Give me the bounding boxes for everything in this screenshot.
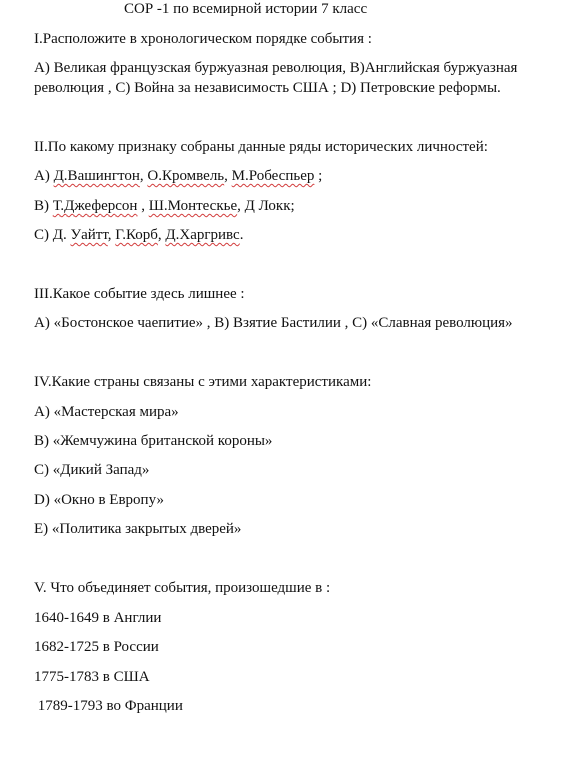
person-name: Т.Джеферсон — [52, 198, 138, 214]
question-5-item: 1640-1649 в Англии — [34, 610, 162, 626]
question-3-heading: III.Какое событие здесь лишнее : — [34, 286, 245, 302]
person-name: Г.Корб — [115, 227, 158, 243]
separator: , — [137, 198, 149, 214]
person-name: Уайтт — [70, 227, 108, 243]
separator: , — [107, 227, 116, 243]
person-name: Д.Харгривс — [165, 227, 240, 243]
question-3-line-1: A) «Бостонское чаепитие» , B) Взятие Бастилии , C) «Славная революция» — [34, 315, 513, 331]
separator: , — [139, 168, 148, 184]
question-5-item: 1775-1783 в США — [34, 669, 150, 685]
question-2-heading: II.По какому признаку собраны данные ряды исторических личностей: — [34, 139, 488, 155]
question-1-heading: I.Расположите в хронологическом порядке события : — [34, 31, 372, 47]
question-4-heading: IV.Какие страны связаны с этими характеристиками: — [34, 374, 372, 390]
question-4-item: E) «Политика закрытых дверей» — [34, 521, 242, 537]
document-title: СОР -1 по всемирной истории 7 класс — [124, 1, 368, 17]
separator: ; — [314, 168, 323, 184]
option-label: A) — [34, 168, 54, 184]
person-name: Ш.Монтескье — [148, 198, 238, 214]
person-name: О.Кромвель — [147, 168, 225, 184]
person-name: М.Робеспьер — [231, 168, 315, 184]
question-4-item: B) «Жемчужина британской короны» — [34, 433, 273, 449]
question-2-option-b — [34, 197, 295, 215]
person-name: Д.Вашингтон — [53, 168, 140, 184]
separator: . — [239, 227, 244, 243]
question-4-item: C) «Дикий Запад» — [34, 462, 150, 478]
question-5-item: 1789-1793 во Франции — [34, 698, 183, 714]
separator: , Д Локк; — [237, 198, 295, 214]
question-5-heading: V. Что объединяет события, произошедшие в : — [34, 580, 331, 596]
question-2-option-a — [34, 167, 322, 185]
option-label: C) Д. — [34, 227, 71, 243]
separator: , — [224, 168, 232, 184]
question-1-line-2: революция , C) Война за независимость США ; D) Петровские реформы. — [34, 80, 501, 96]
question-5-item: 1682-1725 в России — [34, 639, 159, 655]
separator: , — [157, 227, 166, 243]
question-2-option-c — [34, 226, 243, 244]
question-4-item: D) «Окно в Европу» — [34, 492, 164, 508]
option-label: B) — [34, 198, 53, 214]
question-1-line-1: A) Великая французская буржуазная революция, B)Английская буржуазная — [34, 60, 518, 76]
question-4-item: A) «Мастерская мира» — [34, 404, 179, 420]
